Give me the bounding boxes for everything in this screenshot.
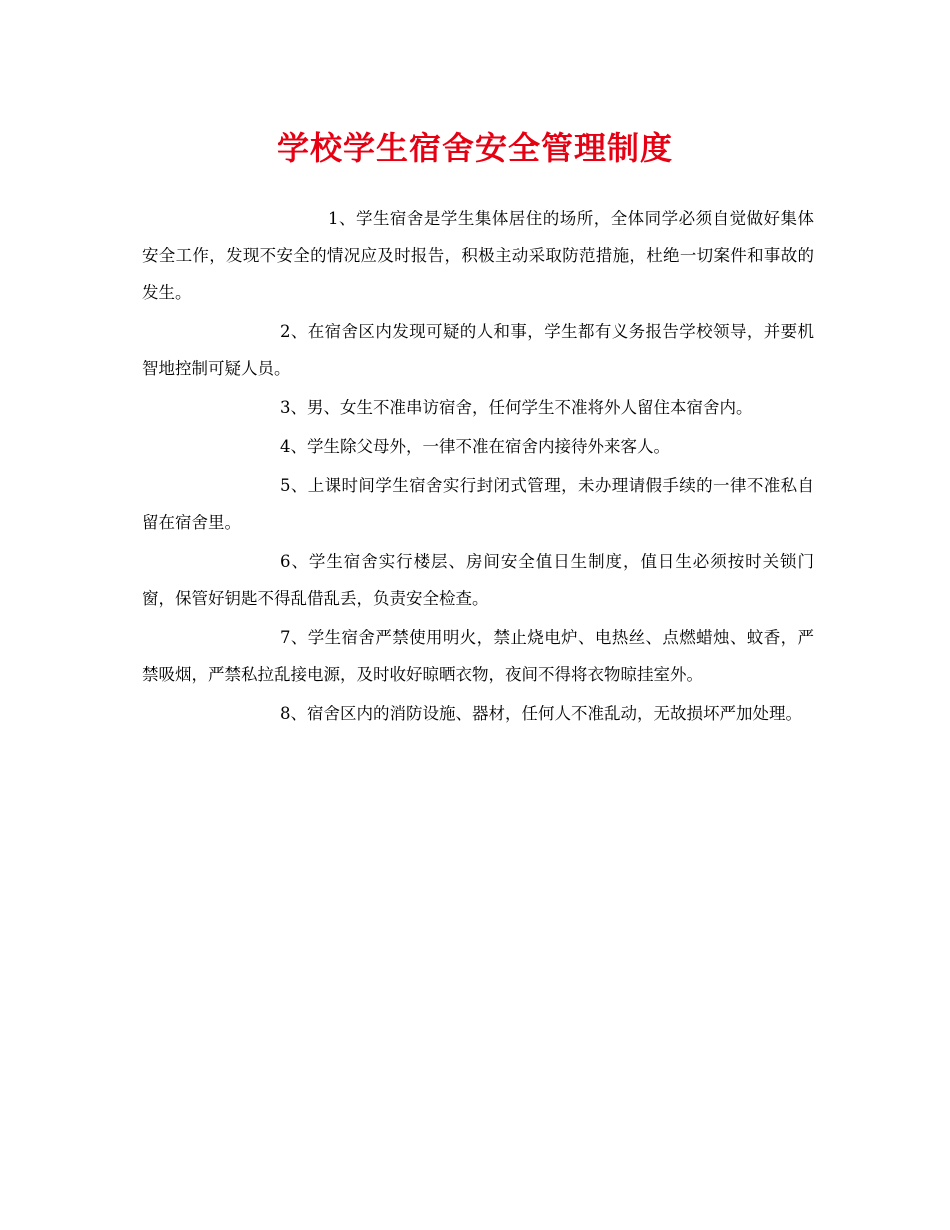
rule-paragraph-5: 5、上课时间学生宿舍实行封闭式管理，未办理请假手续的一律不准私自留在宿舍里。 xyxy=(142,476,814,532)
rule-paragraph-4: 4、学生除父母外，一律不准在宿舍内接待外来客人。 xyxy=(280,437,670,456)
document-body xyxy=(142,200,814,734)
rule-paragraph-8: 8、宿舍区内的消防设施、器材，任何人不准乱动，无故损坏严加处理。 xyxy=(280,704,802,723)
rule-paragraph-2: 2、在宿舍区内发现可疑的人和事，学生都有义务报告学校领导，并要机智地控制可疑人员。 xyxy=(142,322,814,378)
document-title: 学校学生宿舍安全管理制度 xyxy=(276,129,673,167)
rule-paragraph-1: 1、学生宿舍是学生集体居住的场所，全体同学必须自觉做好集体安全工作，发现不安全的情况应及时报告，积极主动采取防范措施，杜绝一切案件和事故的发生。 xyxy=(142,209,814,302)
rule-paragraph-7: 7、学生宿舍严禁使用明火，禁止烧电炉、电热丝、点燃蜡烛、蚊香，严禁吸烟，严禁私拉乱接电源，及时收好晾晒衣物，夜间不得将衣物晾挂室外。 xyxy=(142,628,814,684)
rule-paragraph-3: 3、男、女生不准串访宿舍，任何学生不准将外人留住本宿舍内。 xyxy=(280,398,753,417)
rule-paragraph-6: 6、学生宿舍实行楼层、房间安全值日生制度，值日生必须按时关锁门窗，保管好钥匙不得乱借乱丢，负责安全检查。 xyxy=(142,552,814,608)
